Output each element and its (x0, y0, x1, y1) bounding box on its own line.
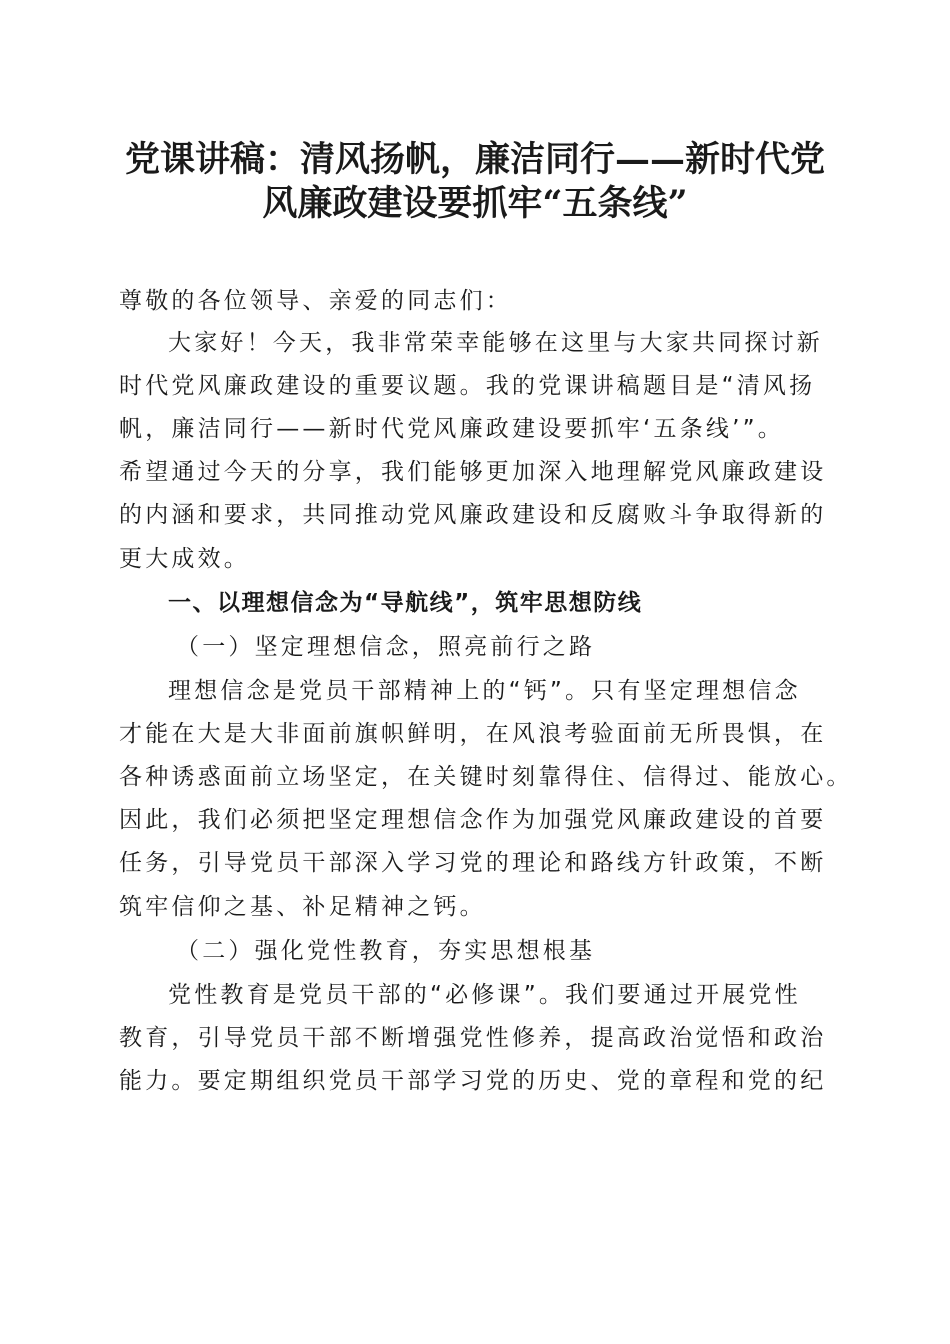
subsection-heading: （一）坚定理想信念，照亮前行之路 (176, 634, 596, 660)
subsection-paragraph-line: 才能在大是大非面前旗帜鲜明，在风浪考验面前无所畏惧，在 (119, 721, 827, 747)
subsection-paragraph-line: 任务，引导党员干部深入学习党的理论和路线方针政策，不断 (119, 850, 827, 876)
intro-paragraph-line: 更大成效。 (119, 546, 250, 572)
subsection-paragraph-line: 理想信念是党员干部精神上的“钙”。只有坚定理想信念 (168, 678, 801, 704)
subsection-paragraph-line: 教育，引导党员干部不断增强党性修养，提高政治觉悟和政治 (119, 1025, 827, 1051)
intro-paragraph-line: 时代党风廉政建设的重要议题。我的党课讲稿题目是“清风扬 (119, 373, 816, 399)
subsection-paragraph-line: 筑牢信仰之基、补足精神之钙。 (119, 894, 486, 920)
intro-paragraph-line: 希望通过今天的分享，我们能够更加深入地理解党风廉政建设 (119, 459, 827, 485)
salutation: 尊敬的各位领导、亲爱的同志们： (119, 288, 512, 314)
intro-paragraph-line: 的内涵和要求，共同推动党风廉政建设和反腐败斗争取得新的 (119, 502, 827, 528)
document-title-line-2: 风廉政建设要抓牢“五条线” (262, 183, 688, 224)
subsection-paragraph-line: 因此，我们必须把坚定理想信念作为加强党风廉政建设的首要 (119, 807, 827, 833)
subsection-heading: （二）强化党性教育，夯实思想根基 (176, 938, 596, 964)
intro-paragraph-line: 大家好！今天，我非常荣幸能够在这里与大家共同探讨新 (168, 330, 823, 356)
subsection-paragraph-line: 各种诱惑面前立场坚定，在关键时刻靠得住、信得过、能放心。 (119, 764, 853, 790)
section-heading: 一、以理想信念为“导航线”，筑牢思想防线 (168, 590, 643, 616)
subsection-paragraph-line: 能力。要定期组织党员干部学习党的历史、党的章程和党的纪 (119, 1068, 827, 1094)
intro-paragraph-line: 帆，廉洁同行——新时代党风廉政建设要抓牢‘五条线’”。 (119, 416, 784, 442)
subsection-paragraph-line: 党性教育是党员干部的“必修课”。我们要通过开展党性 (168, 982, 801, 1008)
document-title-line-1: 党课讲稿：清风扬帆，廉洁同行——新时代党 (124, 139, 825, 180)
